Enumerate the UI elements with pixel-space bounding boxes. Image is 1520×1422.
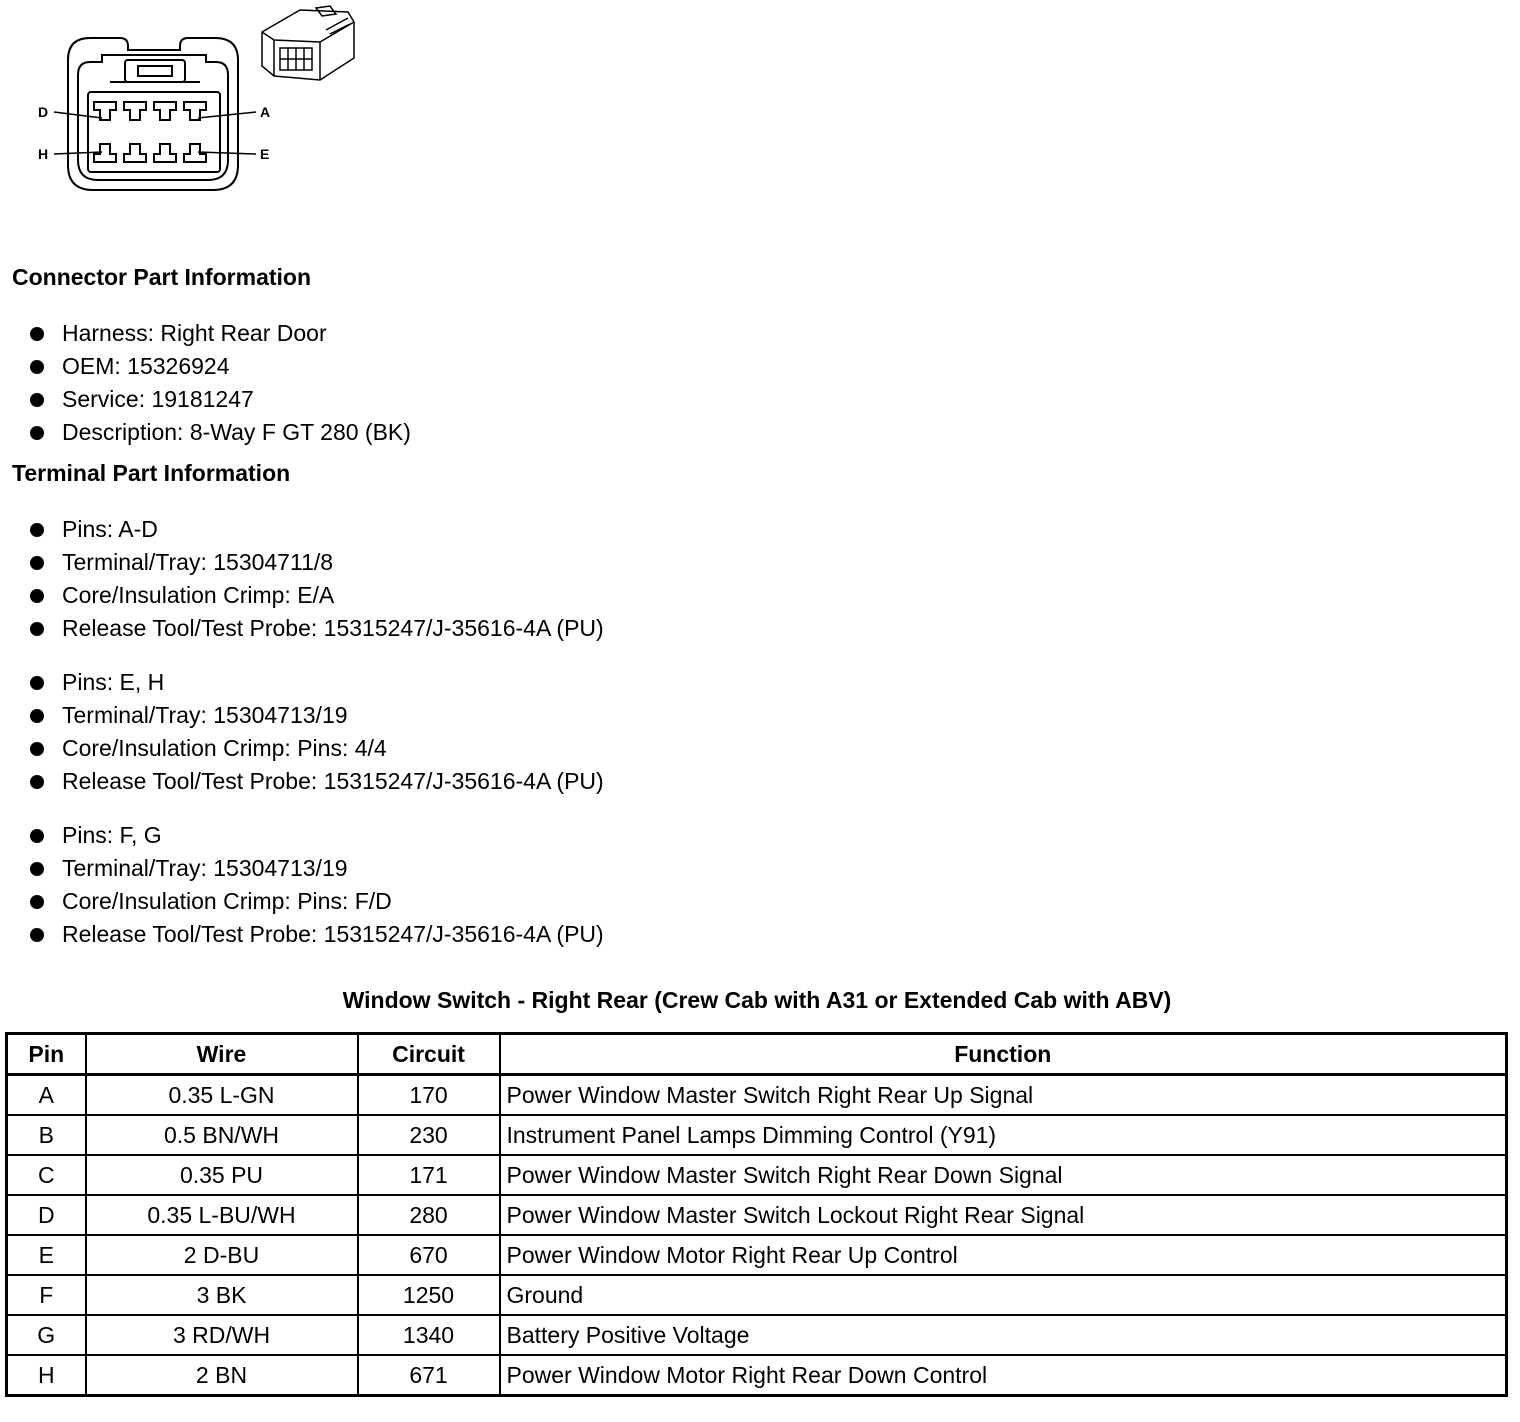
- table-row: [7, 1275, 1507, 1315]
- cell-wire: 0.35 PU: [86, 1155, 358, 1195]
- terminal-part-info-title: Terminal Part Information: [12, 460, 291, 486]
- cell-circuit: 230: [358, 1115, 500, 1155]
- cell-wire: 2 BN: [86, 1355, 358, 1396]
- bullet-icon: [30, 895, 44, 909]
- cell-wire: 2 D-BU: [86, 1235, 358, 1275]
- list-item: Terminal/Tray: 15304713/19: [30, 699, 604, 732]
- bullet-icon: [30, 327, 44, 341]
- cell-wire: 0.5 BN/WH: [86, 1115, 358, 1155]
- header-wire: Wire: [86, 1034, 358, 1075]
- connector-face-diagram: [30, 0, 370, 200]
- cell-circuit: 1340: [358, 1315, 500, 1355]
- pin-label-a: A: [260, 104, 271, 120]
- pin-label-e: E: [260, 146, 270, 162]
- bullet-icon: [30, 589, 44, 603]
- list-item: Pins: F, G: [30, 819, 604, 852]
- list-item: OEM: 15326924: [30, 350, 411, 383]
- bullet-icon: [30, 742, 44, 756]
- list-item: Core/Insulation Crimp: Pins: 4/4: [30, 732, 604, 765]
- cell-function: Power Window Master Switch Right Rear Down Signal: [500, 1155, 1507, 1195]
- cell-pin: E: [7, 1235, 86, 1275]
- bullet-icon: [30, 393, 44, 407]
- table-row: [7, 1355, 1507, 1396]
- cell-function: Power Window Master Switch Lockout Right Rear Signal: [500, 1195, 1507, 1235]
- cell-pin: G: [7, 1315, 86, 1355]
- list-item: Pins: A-D: [30, 513, 604, 546]
- list-item: Terminal/Tray: 15304711/8: [30, 546, 604, 579]
- terminal-group-2-list: [30, 666, 604, 798]
- connector-part-info-title: Connector Part Information: [12, 264, 312, 290]
- cell-function: Power Window Motor Right Rear Up Control: [500, 1235, 1507, 1275]
- header-function: Function: [500, 1034, 1507, 1075]
- cell-wire: 0.35 L-GN: [86, 1075, 358, 1116]
- table-row: [7, 1155, 1507, 1195]
- cell-circuit: 280: [358, 1195, 500, 1235]
- bullet-icon: [30, 928, 44, 942]
- pin-label-h: H: [38, 146, 49, 162]
- cell-function: Ground: [500, 1275, 1507, 1315]
- bullet-icon: [30, 556, 44, 570]
- bullet-icon: [30, 426, 44, 440]
- list-item: Core/Insulation Crimp: Pins: F/D: [30, 885, 604, 918]
- cell-function: Battery Positive Voltage: [500, 1315, 1507, 1355]
- pinout-table-title: Window Switch - Right Rear (Crew Cab with A31 or Extended Cab with ABV): [342, 987, 1172, 1013]
- table-header-row: [7, 1034, 1507, 1075]
- cell-circuit: 670: [358, 1235, 500, 1275]
- cell-pin: H: [7, 1355, 86, 1396]
- bullet-icon: [30, 676, 44, 690]
- table-row: [7, 1315, 1507, 1355]
- pinout-table: [5, 1032, 1508, 1397]
- cell-function: Power Window Motor Right Rear Down Control: [500, 1355, 1507, 1396]
- list-item: Core/Insulation Crimp: E/A: [30, 579, 604, 612]
- cell-wire: 0.35 L-BU/WH: [86, 1195, 358, 1235]
- bottom-row-terminals: [94, 144, 206, 162]
- latch-outer: [125, 60, 185, 82]
- list-item: Service: 19181247: [30, 383, 411, 416]
- table-row: [7, 1075, 1507, 1116]
- bullet-icon: [30, 829, 44, 843]
- list-item: Terminal/Tray: 15304713/19: [30, 852, 604, 885]
- pin-label-d: D: [38, 104, 49, 120]
- bullet-icon: [30, 775, 44, 789]
- latch-inner: [138, 66, 172, 76]
- table-row: [7, 1115, 1507, 1155]
- connector-isometric-icon: [262, 6, 354, 80]
- cell-wire: 3 BK: [86, 1275, 358, 1315]
- cell-pin: D: [7, 1195, 86, 1235]
- list-item: Pins: E, H: [30, 666, 604, 699]
- bullet-icon: [30, 622, 44, 636]
- bullet-icon: [30, 523, 44, 537]
- header-circuit: Circuit: [358, 1034, 500, 1075]
- connector-part-info-list: [30, 317, 411, 449]
- table-row: [7, 1195, 1507, 1235]
- bullet-icon: [30, 862, 44, 876]
- cell-function: Instrument Panel Lamps Dimming Control (Y91): [500, 1115, 1507, 1155]
- cell-circuit: 1250: [358, 1275, 500, 1315]
- cell-circuit: 170: [358, 1075, 500, 1116]
- cell-circuit: 671: [358, 1355, 500, 1396]
- list-item: Release Tool/Test Probe: 15315247/J-35616-4A (PU): [30, 612, 604, 645]
- list-item: Description: 8-Way F GT 280 (BK): [30, 416, 411, 449]
- cell-pin: B: [7, 1115, 86, 1155]
- list-item: Release Tool/Test Probe: 15315247/J-35616-4A (PU): [30, 918, 604, 951]
- cell-function: Power Window Master Switch Right Rear Up Signal: [500, 1075, 1507, 1116]
- cell-wire: 3 RD/WH: [86, 1315, 358, 1355]
- cell-circuit: 171: [358, 1155, 500, 1195]
- list-item: Release Tool/Test Probe: 15315247/J-35616-4A (PU): [30, 765, 604, 798]
- header-pin: Pin: [7, 1034, 86, 1075]
- bullet-icon: [30, 709, 44, 723]
- top-row-terminals: [94, 102, 206, 120]
- cell-pin: C: [7, 1155, 86, 1195]
- list-item: Harness: Right Rear Door: [30, 317, 411, 350]
- terminal-group-3-list: [30, 819, 604, 951]
- table-row: [7, 1235, 1507, 1275]
- bullet-icon: [30, 360, 44, 374]
- cell-pin: A: [7, 1075, 86, 1116]
- cell-pin: F: [7, 1275, 86, 1315]
- terminal-group-1-list: [30, 513, 604, 645]
